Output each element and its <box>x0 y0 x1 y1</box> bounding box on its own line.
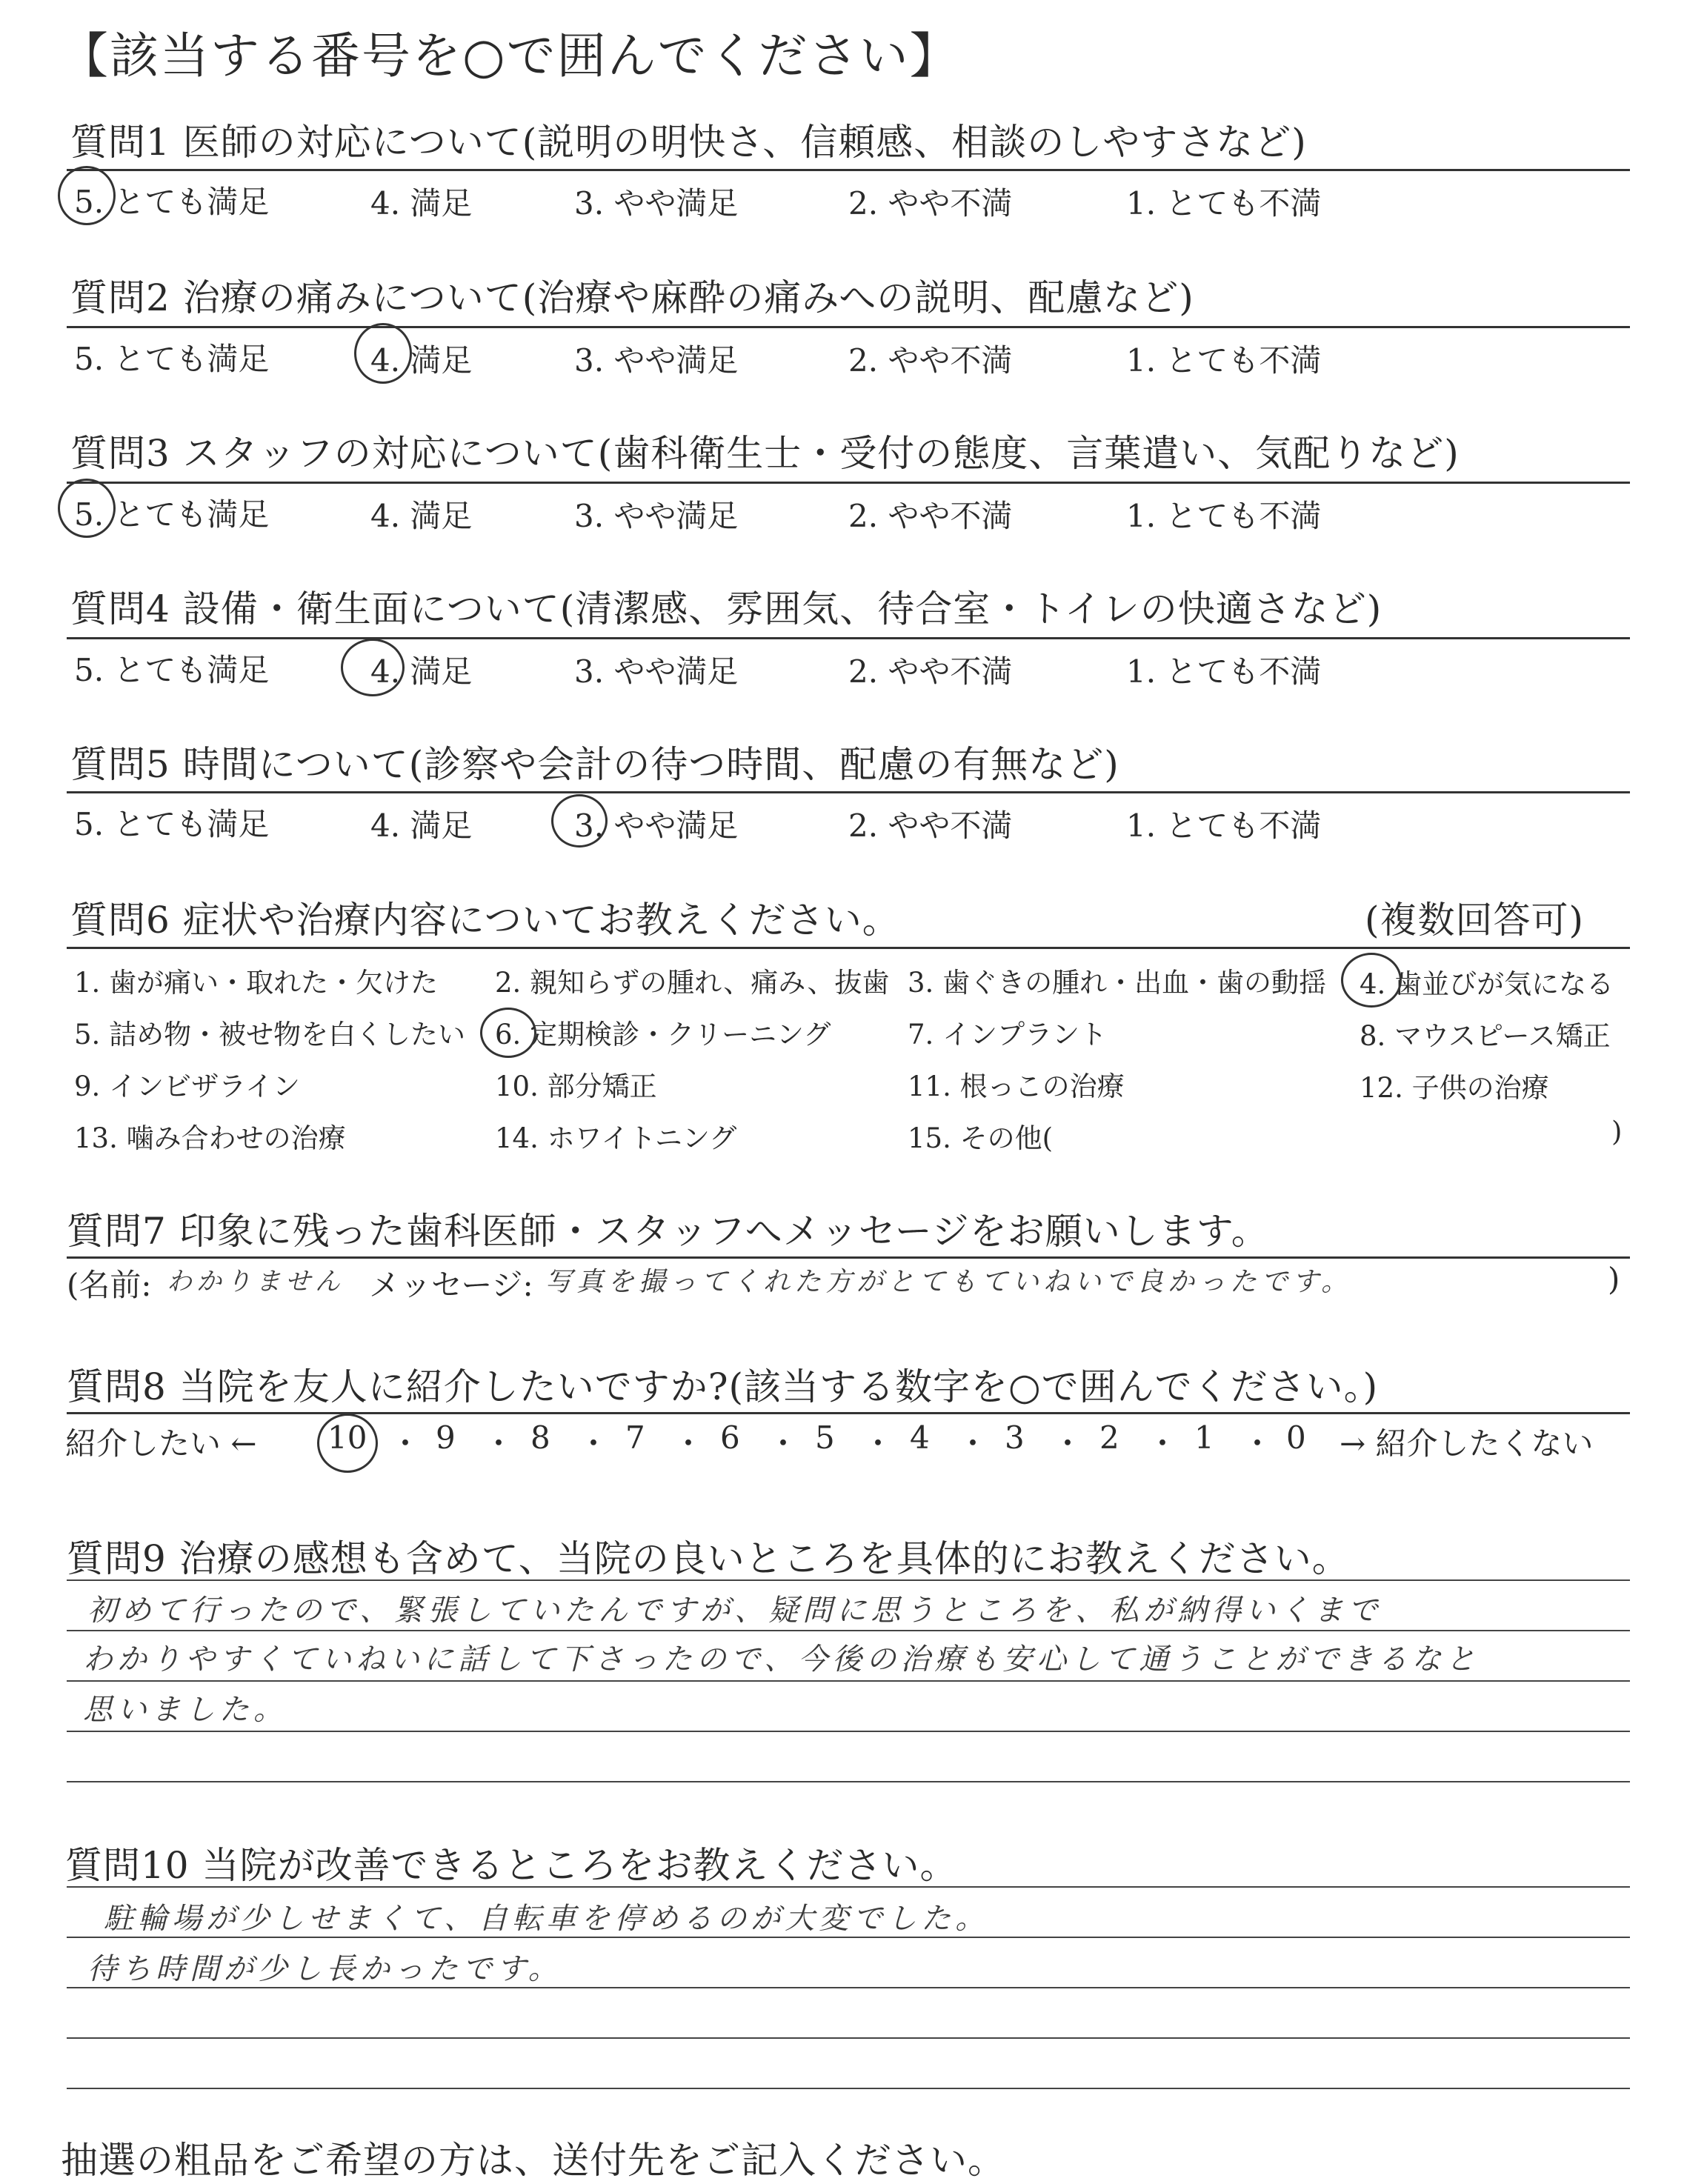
q5-option-1[interactable]: 1. とても不満 <box>1126 808 1322 844</box>
score-separator: ・ <box>673 1425 705 1462</box>
q1-option-2[interactable]: 2. やや不満 <box>848 185 1013 222</box>
q6-item-11[interactable]: 11. 根っこの治療 <box>908 1071 1125 1102</box>
divider <box>67 791 1630 793</box>
q1-option-3[interactable]: 3. やや満足 <box>574 185 739 222</box>
selection-circle <box>317 1414 378 1473</box>
page-title: 【該当する番号を○で囲んでください】 <box>59 27 960 84</box>
q1-option-4[interactable]: 4. 満足 <box>370 185 473 222</box>
q4-option-5[interactable]: 5. とても満足 <box>74 652 270 688</box>
q9-answer-line-2: わかりやすくていねいに話して下さったので、今後の治療も安心して通うことができるなと <box>83 1642 1480 1677</box>
q6-item-7[interactable]: 7. インプラント <box>908 1019 1108 1051</box>
q5-option-5[interactable]: 5. とても満足 <box>74 806 270 842</box>
selection-circle <box>354 323 412 384</box>
q6-item-12[interactable]: 12. 子供の治療 <box>1360 1072 1549 1104</box>
answer-line <box>67 1886 1630 1888</box>
q4-option-2[interactable]: 2. やや不満 <box>848 653 1013 690</box>
q1-option-1[interactable]: 1. とても不満 <box>1126 185 1322 222</box>
q1-option-5[interactable]: 5. とても満足 <box>74 184 270 220</box>
score-separator: ・ <box>957 1425 989 1462</box>
q6-item-1[interactable]: 1. 歯が痛い・取れた・欠けた <box>74 967 439 999</box>
question-2-label: 質問2 治療の痛みについて(治療や麻酔の痛みへの説明、配慮など) <box>70 276 1194 319</box>
q3-option-5[interactable]: 5. とても満足 <box>74 496 270 533</box>
q4-option-3[interactable]: 3. やや満足 <box>574 653 739 690</box>
q3-option-3[interactable]: 3. やや満足 <box>574 498 739 534</box>
selection-circle <box>341 639 405 696</box>
score-9[interactable]: 9 <box>436 1419 456 1456</box>
q5-option-3[interactable]: 3. やや満足 <box>574 808 739 844</box>
q6-item-3[interactable]: 3. 歯ぐきの腫れ・出血・歯の動揺 <box>908 967 1327 999</box>
q3-option-4[interactable]: 4. 満足 <box>370 498 473 534</box>
message-close-paren: ) <box>1608 1261 1620 1297</box>
answer-line <box>67 1630 1630 1631</box>
divider <box>67 1412 1630 1414</box>
q9-answer-line-1: 初めて行ったので、緊張していたんですが、疑問に思うところを、私が納得いくまで <box>87 1594 1382 1628</box>
score-8[interactable]: 8 <box>530 1419 550 1456</box>
other-close-paren: ) <box>1611 1116 1623 1148</box>
selection-circle <box>58 479 116 538</box>
divider <box>67 1256 1630 1259</box>
q2-option-1[interactable]: 1. とても不満 <box>1126 342 1322 379</box>
q6-item-6[interactable]: 6. 定期検診・クリーニング <box>495 1019 831 1051</box>
score-separator: ・ <box>1147 1425 1179 1462</box>
score-6[interactable]: 6 <box>720 1419 740 1456</box>
q6-item-15[interactable]: 15. その他( <box>908 1122 1054 1154</box>
score-separator: ・ <box>1052 1425 1084 1462</box>
question-10-label: 質問10 当院が改善できるところをお教えください。 <box>65 1844 958 1887</box>
score-separator: ・ <box>578 1425 610 1462</box>
answer-line <box>67 2037 1630 2039</box>
answer-line <box>67 1579 1630 1581</box>
q6-item-2[interactable]: 2. 親知らずの腫れ、痛み、抜歯 <box>495 967 890 999</box>
question-9-label: 質問9 治療の感想も含めて、当院の良いところを具体的にお教えください。 <box>67 1537 1350 1580</box>
score-separator: ・ <box>390 1425 422 1462</box>
selection-circle <box>1341 953 1402 1008</box>
q2-option-4[interactable]: 4. 満足 <box>370 342 473 379</box>
q10-answer-line-2: 待ち時間が少し長かったです。 <box>87 1952 562 1986</box>
q2-option-5[interactable]: 5. とても満足 <box>74 341 270 377</box>
q6-item-8[interactable]: 8. マウスピース矯正 <box>1360 1020 1611 1052</box>
message-handwritten: 写真を撮ってくれた方がとてもていねいで良かったです。 <box>545 1267 1353 1297</box>
score-separator: ・ <box>1242 1425 1274 1462</box>
selection-circle <box>58 166 116 225</box>
name-handwritten: わかりません <box>167 1267 345 1296</box>
score-separator: ・ <box>483 1425 515 1462</box>
multiple-answer-note: (複数回答可) <box>1365 899 1585 942</box>
q5-option-2[interactable]: 2. やや不満 <box>848 808 1013 844</box>
q6-item-9[interactable]: 9. インビザライン <box>74 1071 300 1102</box>
recommend-left-label: 紹介したい ← <box>65 1425 257 1462</box>
recommend-right-label: → 紹介したくない <box>1340 1425 1594 1462</box>
lottery-instruction: 抽選の粗品をご希望の方は、送付先をご記入ください。 <box>61 2139 1005 2182</box>
divider <box>67 947 1630 949</box>
name-label: (名前: <box>67 1267 152 1303</box>
question-3-label: 質問3 スタッフの対応について(歯科衛生士・受付の態度、言葉遣い、気配りなど) <box>70 432 1460 475</box>
score-3[interactable]: 3 <box>1005 1419 1025 1456</box>
question-7-label: 質問7 印象に残った歯科医師・スタッフへメッセージをお願いします。 <box>67 1210 1269 1253</box>
score-2[interactable]: 2 <box>1099 1419 1119 1456</box>
q2-option-2[interactable]: 2. やや不満 <box>848 342 1013 379</box>
selection-circle <box>480 1008 536 1058</box>
q6-item-14[interactable]: 14. ホワイトニング <box>495 1122 737 1154</box>
score-4[interactable]: 4 <box>910 1419 930 1456</box>
q6-item-10[interactable]: 10. 部分矯正 <box>495 1071 657 1102</box>
q3-option-1[interactable]: 1. とても不満 <box>1126 498 1322 534</box>
q10-answer-line-1: 駐輪場が少しせまくて、自転車を停めるのが大変でした。 <box>104 1902 990 1936</box>
answer-line <box>67 1731 1630 1732</box>
answer-line <box>67 2088 1630 2089</box>
question-5-label: 質問5 時間について(診察や会計の待つ時間、配慮の有無など) <box>70 743 1119 786</box>
q2-option-3[interactable]: 3. やや満足 <box>574 342 739 379</box>
divider <box>67 326 1630 328</box>
message-label: メッセージ: <box>369 1267 533 1303</box>
question-6-label: 質問6 症状や治療内容についてお教えください。 <box>70 899 900 942</box>
q4-option-1[interactable]: 1. とても不満 <box>1126 653 1322 690</box>
score-5[interactable]: 5 <box>815 1419 835 1456</box>
divider <box>67 169 1630 171</box>
question-8-label: 質問8 当院を友人に紹介したいですか?(該当する数字を○で囲んでください。) <box>67 1365 1379 1408</box>
score-1[interactable]: 1 <box>1194 1419 1214 1456</box>
q3-option-2[interactable]: 2. やや不満 <box>848 498 1013 534</box>
answer-line <box>67 1680 1630 1682</box>
score-separator: ・ <box>862 1425 894 1462</box>
score-0[interactable]: 0 <box>1286 1419 1306 1456</box>
q5-option-4[interactable]: 4. 満足 <box>370 808 473 844</box>
q6-item-13[interactable]: 13. 噛み合わせの治療 <box>74 1122 346 1154</box>
question-4-label: 質問4 設備・衛生面について(清潔感、雰囲気、待合室・トイレの快適さなど) <box>70 587 1382 630</box>
answer-line <box>67 1781 1630 1782</box>
q6-item-5[interactable]: 5. 詰め物・被せ物を白くしたい <box>74 1019 466 1051</box>
question-1-label: 質問1 医師の対応について(説明の明快さ、信頼感、相談のしやすさなど) <box>70 121 1307 164</box>
q9-answer-line-3: 思いました。 <box>83 1693 287 1727</box>
divider <box>67 637 1630 639</box>
q4-option-4[interactable]: 4. 満足 <box>370 653 473 690</box>
score-10[interactable]: 10 <box>327 1419 367 1456</box>
q6-item-4[interactable]: 4. 歯並びが気になる <box>1360 968 1614 1000</box>
score-7[interactable]: 7 <box>625 1419 645 1456</box>
selection-circle <box>551 794 608 848</box>
score-separator: ・ <box>768 1425 799 1462</box>
divider <box>67 482 1630 484</box>
